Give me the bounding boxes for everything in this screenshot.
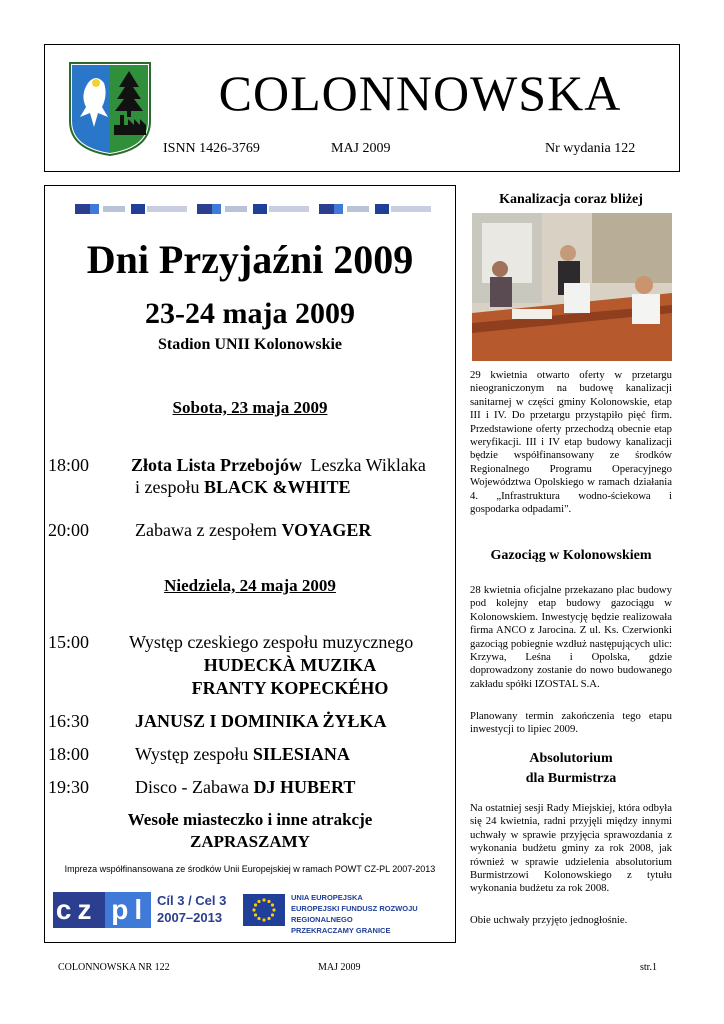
cil-cel-logo	[157, 892, 237, 926]
event-poster	[44, 185, 456, 943]
event-text: i zespołu	[135, 477, 204, 497]
event-item: Występ czeskiego zespołu muzycznego	[129, 632, 414, 652]
eu-text: UNIA EUROPEJSKA	[291, 893, 363, 902]
czpl-logo	[53, 892, 151, 928]
issue-number: Nr wydania 122	[545, 141, 636, 156]
eu-text: PRZEKRACZAMY GRANICE	[291, 926, 391, 935]
masthead	[44, 44, 680, 172]
eu-text: EUROPEJSKI FUNDUSZ ROZWOJU REGIONALNEGO	[291, 904, 418, 924]
event-time: 18:00	[48, 455, 90, 475]
band-name: BLACK &WHITE	[204, 477, 351, 497]
event-time: 15:00	[48, 632, 90, 652]
cil-cel-text: Cíl 3 / Cel 3	[157, 893, 227, 908]
event-time: 20:00	[48, 520, 90, 540]
event-time: 16:30	[48, 711, 90, 731]
article-body: Planowany termin zakończenia tego etapu inwestycji to lipiec 2009.	[470, 710, 672, 736]
czpl-logo-text: cz pl	[55, 894, 149, 925]
cofunding-note: Impreza współfinansowana ze środków Unii Europejskiej w ramach POWT CZ-PL 2007-2013	[64, 864, 436, 874]
event-item	[135, 776, 355, 798]
invitation-line: ZAPRASZAMY	[190, 832, 310, 851]
article-body: 28 kwietnia oficjalne przekazano plac budowy pod kolejny etap budowy gazociągu w Kolonowskiem. Inwestycję będzie realizowała firma ANCO z Jarocina. Z ul. Ks. Czerwionki gazociąg pobiegnie wzdłuż następujących ulic: Krzywa, Leśna i Opolska, gdzie doprowadzony zostanie do nowo budowanego zakładu spółki IZOSTAL S.A.	[470, 584, 672, 690]
article-title: Kanalizacja coraz bliżej	[499, 192, 643, 207]
event-item	[131, 454, 451, 476]
issue-date: MAJ 2009	[331, 141, 391, 156]
page-number: str.1	[640, 962, 657, 973]
issn: ISNN 1426-3769	[163, 141, 260, 156]
cil-cel-years: 2007–2013	[157, 910, 223, 925]
article-title: Gazociąg w Kolonowskiem	[490, 548, 652, 563]
band-name: DJ HUBERT	[253, 777, 356, 797]
article-body: Obie uchwały przyjęto jednogłośnie.	[470, 914, 628, 926]
event-item	[135, 743, 350, 765]
event-title: Złota Lista Przebojów	[131, 455, 302, 475]
band-name: VOYAGER	[281, 520, 372, 540]
footer-date: MAJ 2009	[318, 962, 361, 973]
band-name: FRANTY KOPECKÉHO	[191, 678, 389, 698]
eu-fund-logo	[291, 892, 451, 936]
sponsor-logos-icon	[75, 202, 435, 216]
closing-line: Wesołe miasteczko i inne atrakcje	[127, 810, 373, 829]
eu-flag-icon	[243, 894, 285, 926]
article-title: dla Burmistrza	[525, 771, 617, 786]
saturday-heading: Sobota, 23 maja 2009	[172, 398, 328, 417]
article-body: 29 kwietnia otwarto oferty w przetargu nieograniczonym na budowę kanalizacji sanitarnej w części gminy Kolonowskie, etap III i IV. Do przetargu przystąpiło pięć firm. Przedstawione oferty przechodzą obecnie etap weryfikacji. III i IV etap budowy kanalizacji będzie współfinansowany ze środków Regionalnego Programu Operacyjnego Województwa Opolskiego w ramach działania 4. „Infrastruktura wodno-ściekowa i gospodarka odpadami".	[470, 369, 672, 516]
event-dates: 23-24 maja 2009	[145, 297, 355, 330]
event-item-line2	[135, 476, 351, 498]
event-headline: Dni Przyjaźni 2009	[86, 237, 414, 282]
event-subtitle: Leszka Wiklaka	[310, 455, 426, 475]
sponsor-logo-strip	[75, 202, 435, 216]
footer-publication: COLONNOWSKA NR 122	[58, 962, 170, 973]
band-name: JANUSZ I DOMINIKA ŻYŁKA	[135, 711, 387, 731]
event-time: 19:30	[48, 777, 90, 797]
event-item	[135, 519, 371, 541]
band-name: HUDECKÀ MUZIKA	[203, 655, 377, 675]
event-text: Disco - Zabawa	[135, 777, 254, 797]
sunday-heading: Niedziela, 24 maja 2009	[164, 576, 336, 595]
coat-of-arms-icon	[68, 61, 152, 157]
event-time: 18:00	[48, 744, 90, 764]
article-body: Na ostatniej sesji Rady Miejskiej, która odbyła się 24 kwietnia, radni przyjęli między innymi uchwały w sprawie przyjęcia sprawozdania z wykonania budżetu gminy za rok 2008, jak również w sprawie udzielenia absolutorium Burmistrzowi Kolonowskiego z tytułu wykonania budżetu za rok 2008.	[470, 802, 672, 895]
article-title: Absolutorium	[529, 751, 613, 766]
event-venue: Stadion UNII Kolonowskie	[157, 336, 343, 353]
event-text: Występ zespołu	[135, 744, 253, 764]
band-name: SILESIANA	[252, 744, 350, 764]
newspaper-title: COLONNOWSKA	[218, 65, 622, 121]
meeting-photo	[472, 213, 672, 361]
event-text: Zabawa z zespołem	[135, 520, 282, 540]
